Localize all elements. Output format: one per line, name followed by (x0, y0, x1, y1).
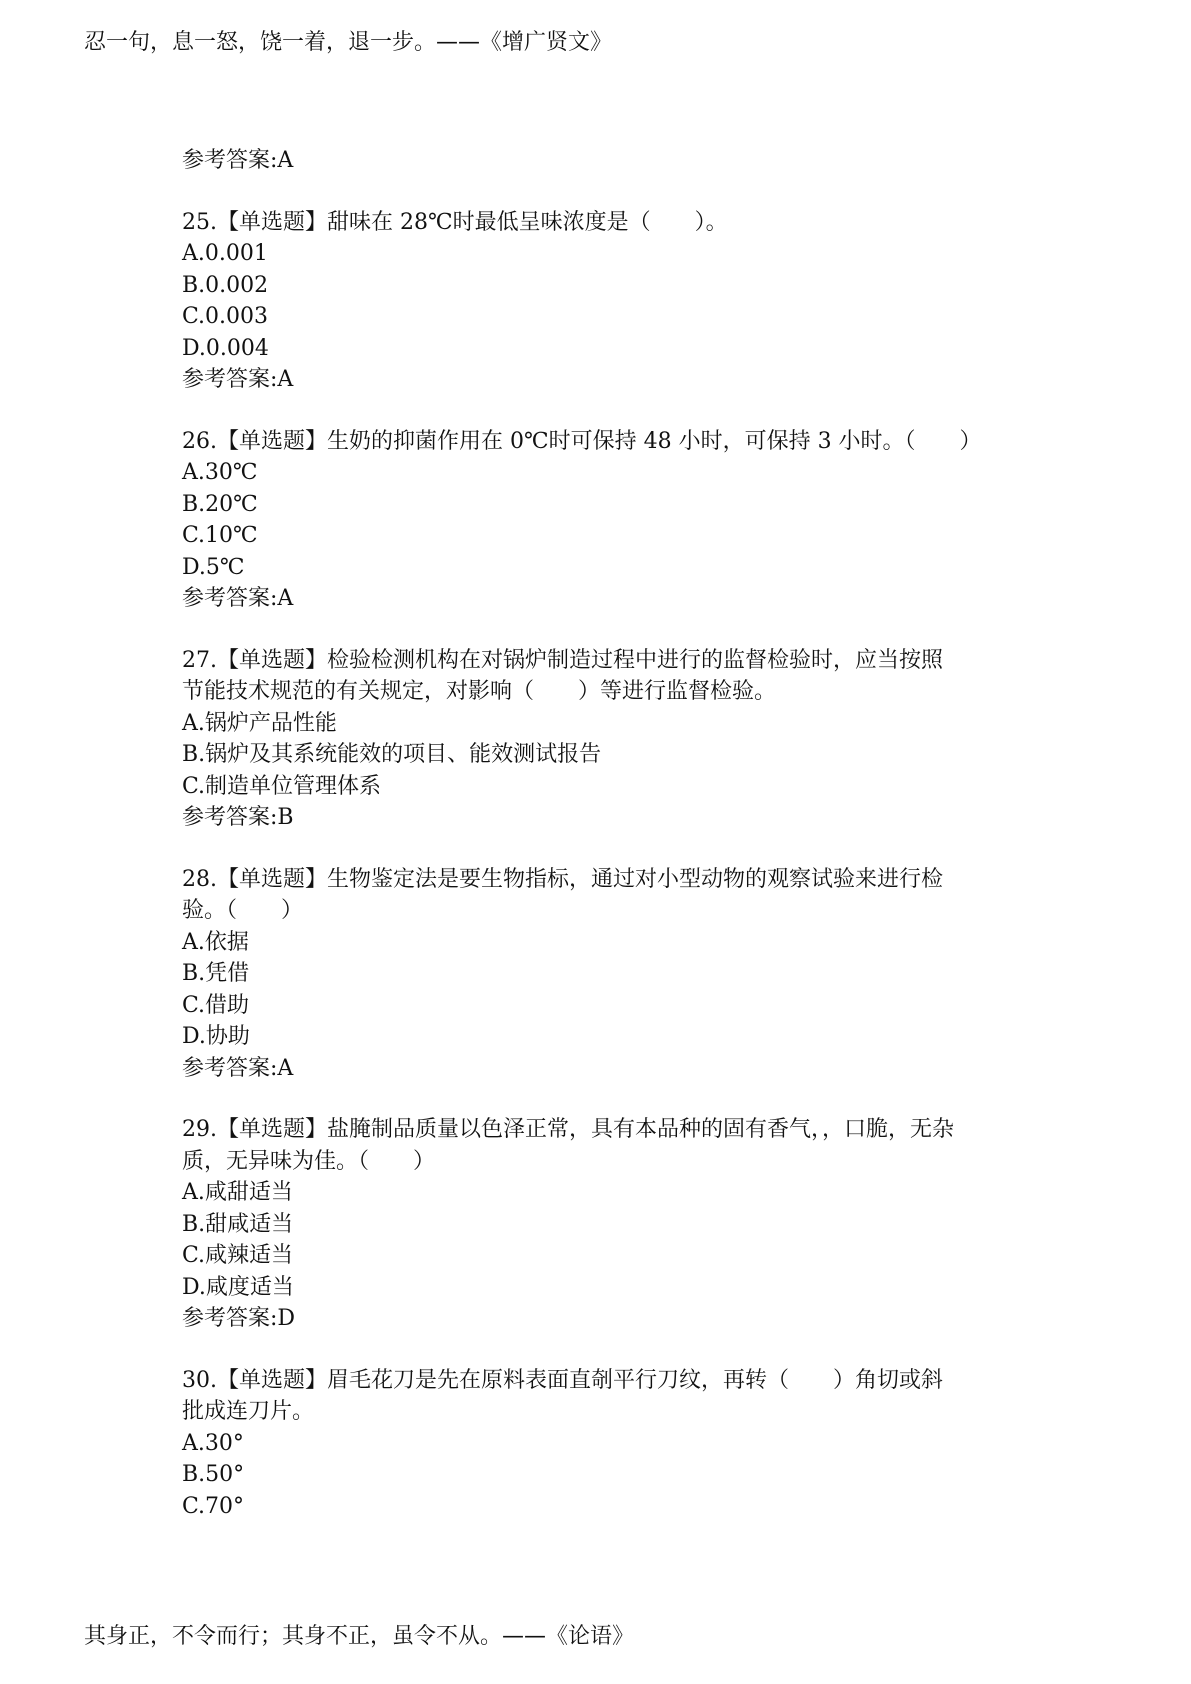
option-b: B.凭借 (182, 961, 250, 986)
option-c: C.70° (182, 1493, 245, 1519)
option-a: A.依据 (182, 929, 249, 955)
question-stem-line-2: 批成连刀片。 (182, 1399, 315, 1424)
option-c: C.咸辣适当 (182, 1243, 294, 1268)
answer: 参考答案:A (182, 1055, 294, 1081)
option-b: B.锅炉及其系统能效的项目、能效测试报告 (182, 742, 602, 767)
question-30 (182, 1365, 1022, 1523)
option-a: A.0.001 (182, 241, 268, 266)
question-25 (182, 207, 1022, 396)
answer: 参考答案:A (182, 367, 294, 392)
answer: 参考答案:A (182, 586, 294, 611)
option-d: D.协助 (182, 1024, 250, 1049)
question-stem-line-1: 27.【单选题】检验检测机构在对锅炉制造过程中进行的监督检验时，应当按照 (182, 647, 943, 673)
question-29 (182, 1114, 1022, 1335)
option-b: B.50° (182, 1462, 245, 1487)
header-quote: 忍一句，息一怒，饶一着，退一步。——《增广贤文》 (84, 30, 613, 55)
option-d: D.5℃ (182, 554, 245, 580)
question-list (182, 145, 1022, 1522)
option-a: A.咸甜适当 (182, 1180, 293, 1205)
answer: 参考答案:B (182, 805, 294, 830)
question-28 (182, 864, 1022, 1085)
question-stem-line-2: 验。（ ） (182, 898, 304, 923)
option-b: B.0.002 (182, 272, 269, 298)
option-c: C.0.003 (182, 304, 269, 329)
option-d: D.0.004 (182, 335, 269, 361)
question-27 (182, 645, 1022, 834)
option-a: A.锅炉产品性能 (182, 710, 337, 736)
answer: 参考答案:D (182, 1306, 296, 1331)
question-stem-line-2: 质，无异味为佳。（ ） (182, 1148, 436, 1174)
option-c: C.10℃ (182, 523, 258, 548)
question-stem: 26.【单选题】生奶的抑菌作用在 0℃时可保持 48 小时，可保持 3 小时。（ ） (182, 428, 982, 454)
question-26 (182, 426, 1022, 615)
option-b: B.20℃ (182, 491, 258, 517)
option-a: A.30° (182, 1430, 244, 1456)
question-stem: 25.【单选题】甜味在 28℃时最低呈味浓度是（ ）。 (182, 209, 728, 235)
footer-quote: 其身正，不令而行；其身不正，虽令不从。——《论语》 (84, 1624, 635, 1649)
option-c: C.借助 (182, 992, 250, 1018)
option-d: D.咸度适当 (182, 1274, 294, 1300)
question-stem-line-1: 28.【单选题】生物鉴定法是要生物指标，通过对小型动物的观察试验来进行检 (182, 866, 943, 892)
option-b: B.甜咸适当 (182, 1211, 294, 1237)
question-stem-line-1: 29.【单选题】盐腌制品质量以色泽正常，具有本品种的固有香气，，口脆，无杂 (182, 1117, 954, 1142)
question-stem-line-1: 30.【单选题】眉毛花刀是先在原料表面直剞平行刀纹，再转（ ）角切或斜 (182, 1367, 943, 1393)
option-a: A.30℃ (182, 460, 258, 485)
option-c: C.制造单位管理体系 (182, 773, 382, 799)
question-stem-line-2: 节能技术规范的有关规定，对影响（ ）等进行监督检验。 (182, 679, 777, 704)
previous-answer: 参考答案:A (182, 148, 294, 173)
